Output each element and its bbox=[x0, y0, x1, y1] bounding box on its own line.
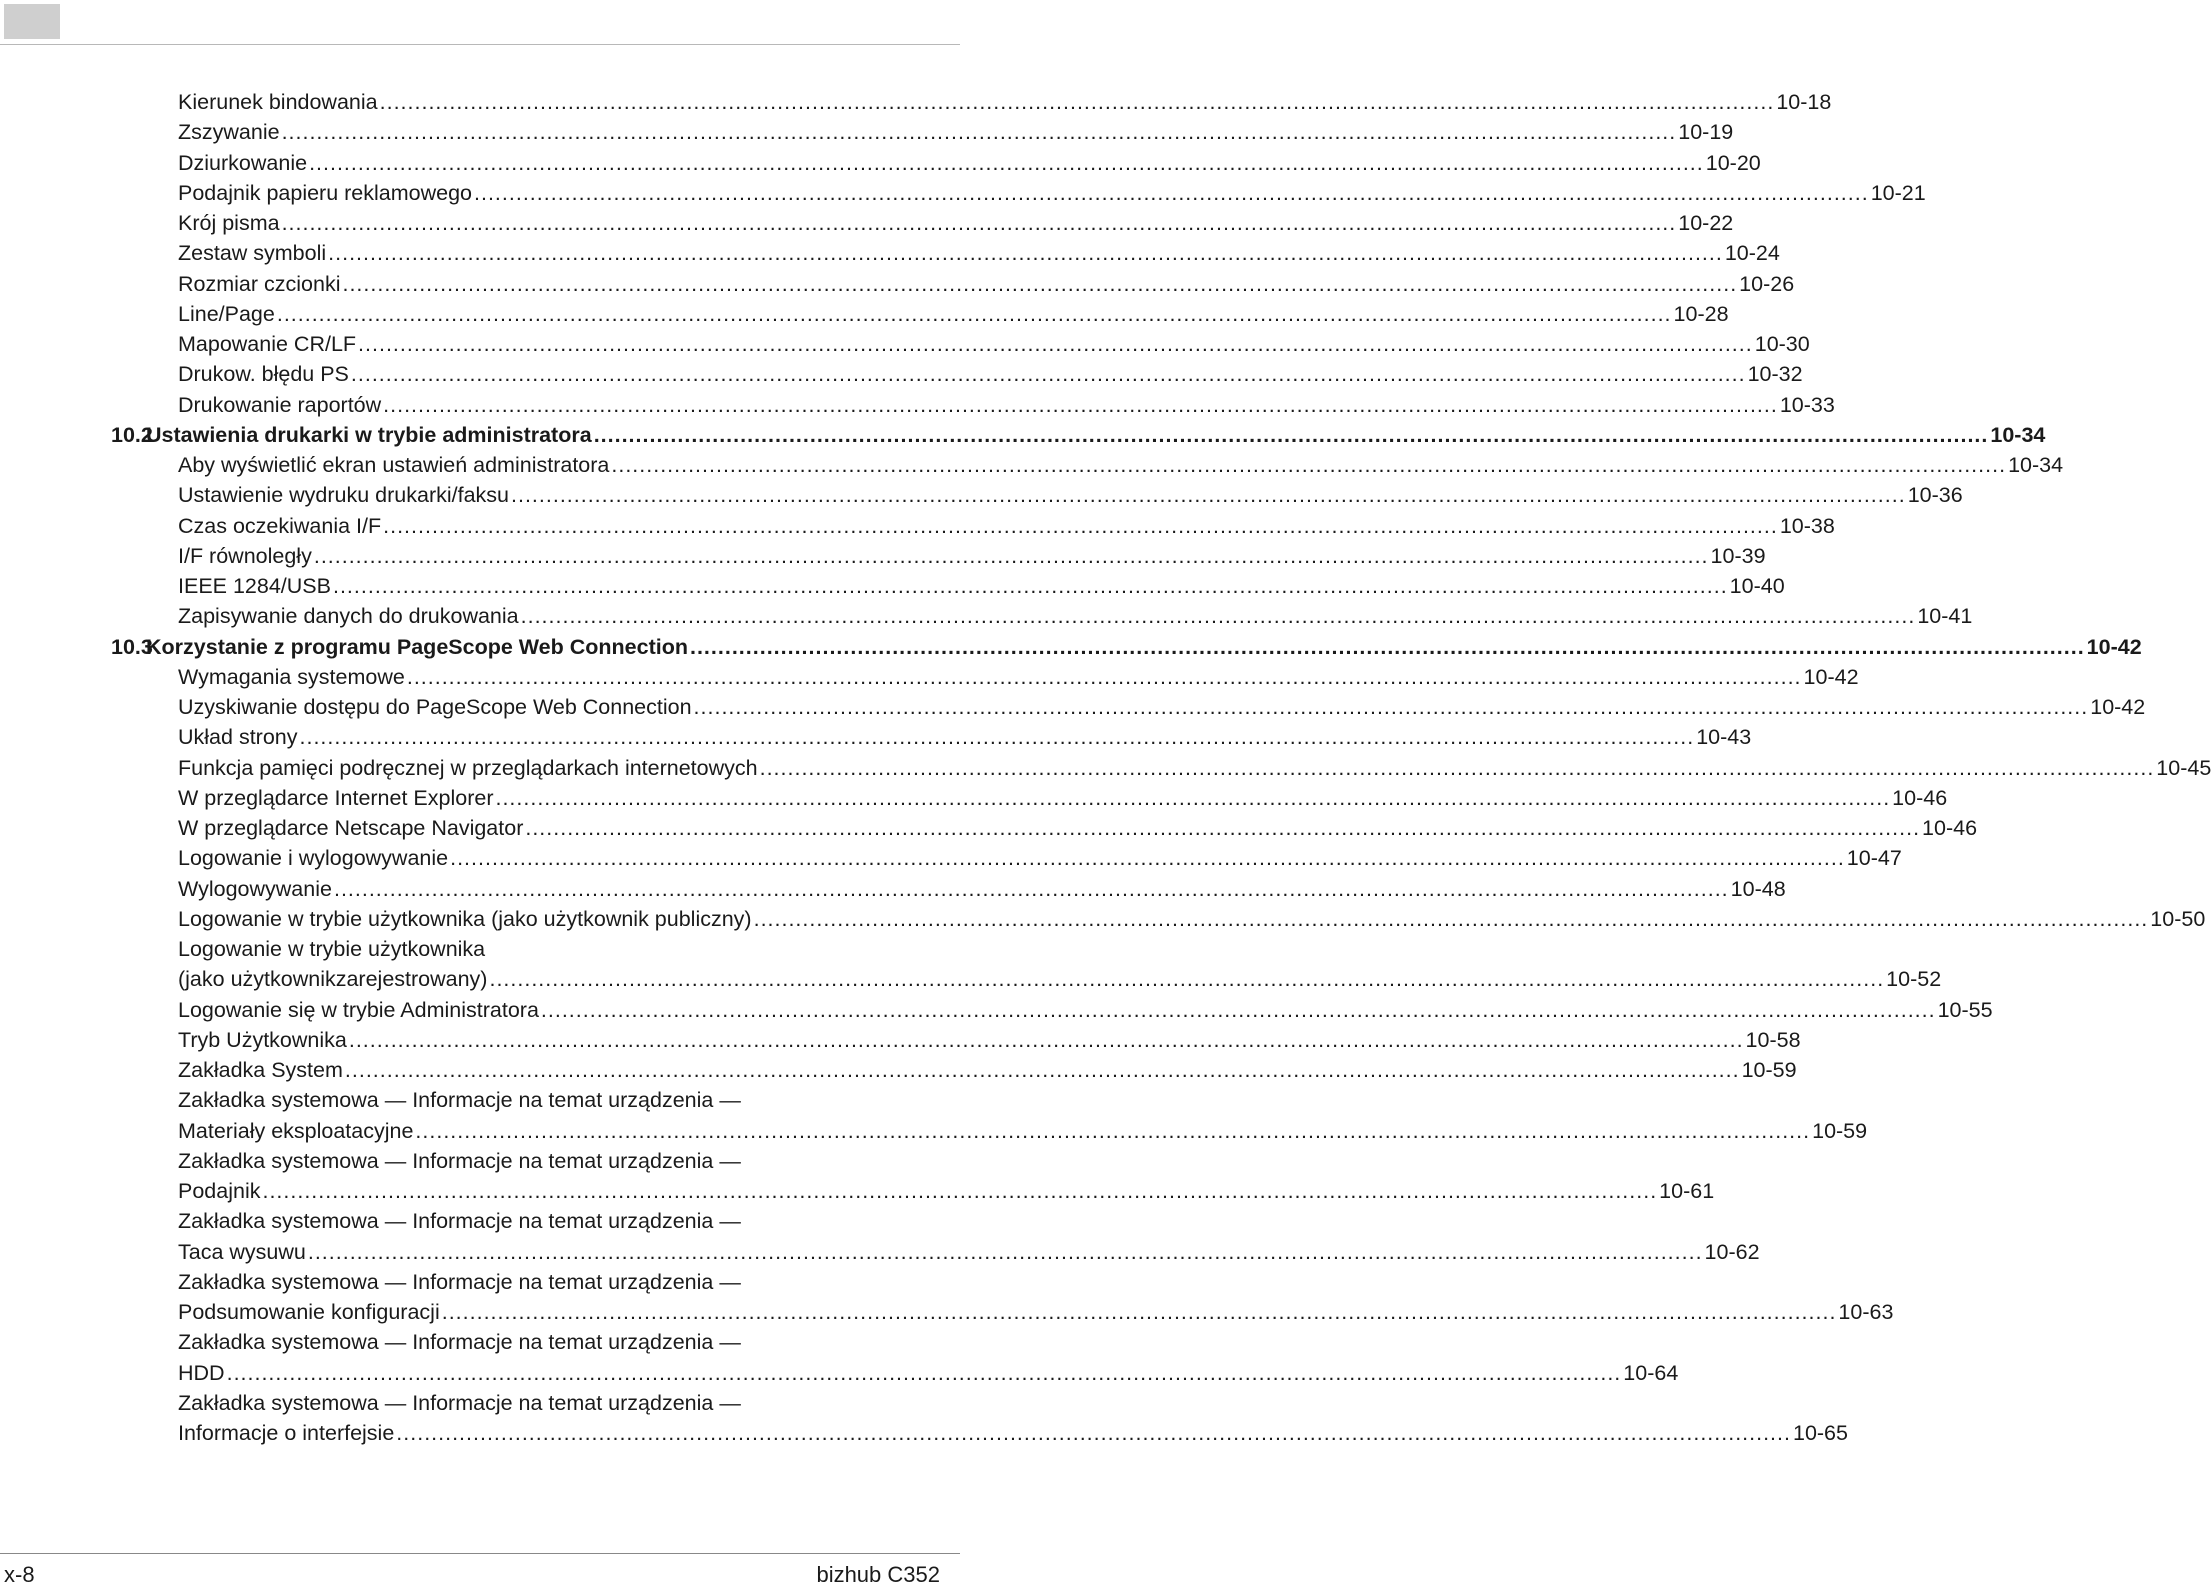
toc-entry-label: Zakładka systemowa — Informacje na temat urządzenia — bbox=[178, 1269, 741, 1294]
dot-leader: ........................................................................................................................................................................................................ bbox=[383, 392, 1778, 417]
dot-leader: ........................................................................................................................................................................................................ bbox=[593, 422, 1989, 447]
toc-page-number: 10-64 bbox=[1623, 1360, 1679, 1385]
toc-entry[interactable] bbox=[0, 87, 1832, 117]
product-name: bizhub C352 bbox=[816, 1562, 940, 1587]
dot-leader: ........................................................................................................................................................................................................ bbox=[611, 453, 2007, 477]
toc-page-number: 10-55 bbox=[1937, 997, 1993, 1022]
toc-entry[interactable] bbox=[0, 813, 1978, 843]
dot-leader: ........................................................................................................................................................................................................ bbox=[332, 574, 1728, 598]
toc-entry-label: Zakładka systemowa — Informacje na temat urządzenia — bbox=[178, 1088, 741, 1113]
dot-leader: ........................................................................................................................................................................................................ bbox=[383, 513, 1778, 538]
toc-entry[interactable] bbox=[0, 601, 1973, 631]
toc-entry-label: Podajnik papieru reklamowego bbox=[178, 180, 473, 205]
toc-page-number: 10-30 bbox=[1754, 332, 1810, 356]
toc-page-number: 10-41 bbox=[1917, 604, 1973, 629]
toc-entry[interactable] bbox=[0, 1358, 1679, 1388]
toc-entry-label: Podsumowanie konfiguracji bbox=[178, 1300, 440, 1324]
toc-entry[interactable] bbox=[0, 692, 2146, 722]
dot-leader: ........................................................................................................................................................................................................ bbox=[441, 1300, 1837, 1324]
toc-entry-label: IEEE 1284/USB bbox=[178, 574, 331, 598]
toc-page-number: 10-62 bbox=[1704, 1239, 1760, 1264]
toc-entry-label: Krój pisma bbox=[178, 211, 280, 235]
toc-page-number: 10-33 bbox=[1779, 392, 1835, 417]
dot-leader: ........................................................................................................................................................................................................ bbox=[406, 664, 1802, 689]
toc-entry-label: Zapisywanie danych do drukowania bbox=[178, 604, 519, 629]
dot-leader: ........................................................................................................................................................................................................ bbox=[540, 997, 1936, 1022]
toc-entry[interactable] bbox=[0, 874, 1786, 904]
toc-page-number: 10-59 bbox=[1741, 1058, 1797, 1082]
corner-tab-marker bbox=[4, 4, 60, 39]
toc-entry-label: Ustawienia drukarki w trybie administratora bbox=[146, 422, 592, 447]
toc-entry[interactable] bbox=[0, 1025, 1801, 1055]
toc-entry-label: Zestaw symboli bbox=[178, 241, 327, 266]
toc-entry-label: Drukow. błędu PS bbox=[178, 362, 349, 387]
toc-page-number: 10-28 bbox=[1673, 301, 1729, 326]
toc-entry[interactable] bbox=[0, 511, 1835, 541]
dot-leader: ........................................................................................................................................................................................................ bbox=[753, 906, 2149, 931]
toc-entry[interactable] bbox=[0, 541, 1766, 571]
toc-page-number: 10-50 bbox=[2150, 906, 2206, 931]
toc-page-number: 10-32 bbox=[1747, 362, 1803, 387]
toc-page-number: 10-20 bbox=[1705, 150, 1761, 175]
toc-entry-label: Zakładka systemowa — Informacje na temat urządzenia — bbox=[178, 1330, 741, 1355]
toc-entry-label: Taca wysuwu bbox=[178, 1239, 306, 1264]
toc-entry-label: Logowanie się w trybie Administratora bbox=[178, 997, 539, 1022]
toc-entry[interactable] bbox=[0, 480, 1963, 510]
toc-entry-label: I/F równoległy bbox=[178, 543, 312, 568]
toc-entry[interactable] bbox=[0, 662, 1859, 692]
toc-entry-label: Zakładka System bbox=[178, 1058, 343, 1082]
toc-page-number: 10-45 bbox=[2156, 755, 2211, 780]
toc-entry[interactable] bbox=[0, 1237, 1760, 1267]
dot-leader: ........................................................................................................................................................................................................ bbox=[313, 543, 1709, 568]
dot-leader: ........................................................................................................................................................................................................ bbox=[344, 1058, 1740, 1082]
toc-entry-label: Tryb Użytkownika bbox=[178, 1027, 347, 1052]
toc-entry[interactable] bbox=[0, 1176, 1715, 1206]
toc-entry[interactable] bbox=[0, 1146, 960, 1176]
toc-page-number: 10-19 bbox=[1678, 120, 1734, 145]
toc-page-number: 10-42 bbox=[2090, 695, 2146, 719]
toc-entry[interactable] bbox=[0, 1055, 1797, 1085]
dot-leader: ........................................................................................................................................................................................................ bbox=[759, 755, 2155, 780]
toc-entry[interactable] bbox=[0, 329, 1810, 359]
toc-entry-label: W przeglądarce Internet Explorer bbox=[178, 785, 494, 810]
toc-entry-label: Logowanie i wylogowywanie bbox=[178, 846, 449, 871]
toc-page-number: 10-24 bbox=[1724, 241, 1780, 266]
toc-entry[interactable] bbox=[0, 1116, 1868, 1146]
dot-leader: ........................................................................................................................................................................................................ bbox=[396, 1421, 1791, 1445]
toc-entry[interactable] bbox=[0, 1267, 960, 1297]
toc-entry-label: Zakładka systemowa — Informacje na temat urządzenia — bbox=[178, 1209, 741, 1234]
dot-leader: ........................................................................................................................................................................................................ bbox=[328, 241, 1723, 266]
toc-entry[interactable] bbox=[0, 753, 2211, 783]
dot-leader: ........................................................................................................................................................................................................ bbox=[276, 301, 1672, 326]
toc-entry[interactable] bbox=[0, 208, 1734, 238]
toc-entry-label: Informacje o interfejsie bbox=[178, 1421, 395, 1445]
section-number: 10.3 bbox=[111, 634, 153, 659]
toc-entry[interactable] bbox=[0, 1388, 960, 1418]
dot-leader: ........................................................................................................................................................................................................ bbox=[693, 695, 2089, 719]
toc-page-number: 10-46 bbox=[1892, 785, 1948, 810]
toc-page-number: 10-18 bbox=[1776, 90, 1832, 114]
dot-leader: ........................................................................................................................................................................................................ bbox=[307, 1239, 1703, 1264]
dot-leader: ........................................................................................................................................................................................................ bbox=[450, 846, 1845, 871]
dot-leader: ........................................................................................................................................................................................................ bbox=[489, 967, 1885, 992]
toc-page-number: 10-40 bbox=[1729, 574, 1785, 598]
toc-entry-label: Dziurkowanie bbox=[178, 150, 308, 175]
dot-leader: ........................................................................................................................................................................................................ bbox=[262, 1179, 1658, 1203]
dot-leader: ........................................................................................................................................................................................................ bbox=[474, 180, 1869, 205]
toc-entry-label: Zakładka systemowa — Informacje na temat urządzenia — bbox=[178, 1390, 741, 1415]
toc-entry-label: W przeglądarce Netscape Navigator bbox=[178, 816, 524, 840]
toc-entry-label: Ustawienie wydruku drukarki/faksu bbox=[178, 483, 509, 508]
toc-page-number: 10-48 bbox=[1730, 876, 1786, 901]
toc-page-number: 10-36 bbox=[1907, 483, 1963, 508]
toc-entry-label: Podajnik bbox=[178, 1179, 261, 1203]
dot-leader: ........................................................................................................................................................................................................ bbox=[379, 90, 1775, 114]
toc-entry-label: Wymagania systemowe bbox=[178, 664, 405, 689]
toc-entry[interactable] bbox=[0, 783, 1948, 813]
toc-entry-label: (jako użytkownikzarejestrowany) bbox=[178, 967, 488, 992]
toc-entry-label: Aby wyświetlić ekran ustawień administratora bbox=[178, 453, 610, 477]
toc-section-entry[interactable] bbox=[0, 420, 2046, 450]
toc-entry[interactable] bbox=[0, 964, 1942, 994]
toc-entry-label: Zakładka systemowa — Informacje na temat urządzenia — bbox=[178, 1148, 741, 1173]
toc-page-number: 10-52 bbox=[1886, 967, 1942, 992]
footer-rule bbox=[0, 1553, 960, 1554]
toc-page-number: 10-46 bbox=[1922, 816, 1978, 840]
toc-entry[interactable] bbox=[0, 450, 2064, 480]
toc-entry[interactable] bbox=[0, 299, 1729, 329]
toc-page-number: 10-63 bbox=[1838, 1300, 1894, 1324]
toc-entry[interactable] bbox=[0, 359, 1803, 389]
dot-leader: ........................................................................................................................................................................................................ bbox=[495, 785, 1891, 810]
toc-entry-label: HDD bbox=[178, 1360, 225, 1385]
dot-leader: ........................................................................................................................................................................................................ bbox=[281, 211, 1677, 235]
toc-entry[interactable] bbox=[0, 934, 960, 964]
toc-entry[interactable] bbox=[0, 1327, 960, 1357]
toc-entry[interactable] bbox=[0, 148, 1761, 178]
toc-entry-label: Uzyskiwanie dostępu do PageScope Web Connection bbox=[178, 695, 692, 719]
toc-page-number: 10-65 bbox=[1792, 1421, 1848, 1445]
toc-page-number: 10-59 bbox=[1812, 1118, 1868, 1143]
toc-page-number: 10-42 bbox=[1803, 664, 1859, 689]
toc-page-number: 10-34 bbox=[1990, 422, 2046, 447]
toc-entry-label: Układ strony bbox=[178, 725, 298, 750]
toc-entry-label: Rozmiar czcionki bbox=[178, 271, 341, 296]
toc-entry-label: Wylogowywanie bbox=[178, 876, 332, 901]
toc-entry-label: Logowanie w trybie użytkownika bbox=[178, 937, 486, 961]
toc-page-number: 10-38 bbox=[1779, 513, 1835, 538]
toc-entry[interactable] bbox=[0, 238, 1780, 268]
toc-entry[interactable] bbox=[0, 269, 1795, 299]
dot-leader: ........................................................................................................................................................................................................ bbox=[511, 483, 1906, 508]
toc-entry[interactable] bbox=[0, 1085, 960, 1115]
dot-leader: ........................................................................................................................................................................................................ bbox=[358, 332, 1753, 356]
toc-entry[interactable] bbox=[0, 571, 1785, 601]
toc-entry[interactable] bbox=[0, 1297, 1894, 1327]
toc-entry-label: Line/Page bbox=[178, 301, 275, 326]
dot-leader: ........................................................................................................................................................................................................ bbox=[281, 120, 1677, 145]
toc-entry-label: Korzystanie z programu PageScope Web Connection bbox=[146, 634, 688, 659]
toc-entry[interactable] bbox=[0, 390, 1835, 420]
dot-leader: ........................................................................................................................................................................................................ bbox=[309, 150, 1704, 175]
dot-leader: ........................................................................................................................................................................................................ bbox=[299, 725, 1695, 750]
toc-entry[interactable] bbox=[0, 995, 1993, 1025]
dot-leader: ........................................................................................................................................................................................................ bbox=[525, 816, 1921, 840]
dot-leader: ........................................................................................................................................................................................................ bbox=[350, 362, 1746, 387]
toc-entry-label: Zszywanie bbox=[178, 120, 280, 145]
toc-page-number: 10-43 bbox=[1696, 725, 1752, 750]
toc-entry[interactable] bbox=[0, 1418, 1848, 1448]
toc-entry-label: Mapowanie CR/LF bbox=[178, 332, 357, 356]
dot-leader: ........................................................................................................................................................................................................ bbox=[348, 1027, 1744, 1052]
toc-entry[interactable] bbox=[0, 1206, 960, 1236]
toc-section-entry[interactable] bbox=[0, 632, 2142, 662]
toc-page-number: 10-47 bbox=[1846, 846, 1902, 871]
toc-page-number: 10-61 bbox=[1659, 1179, 1715, 1203]
toc-entry[interactable] bbox=[0, 904, 2206, 934]
dot-leader: ........................................................................................................................................................................................................ bbox=[689, 634, 2085, 659]
dot-leader: ........................................................................................................................................................................................................ bbox=[415, 1118, 1811, 1143]
page-number: x-8 bbox=[4, 1562, 35, 1587]
page-header-rule bbox=[0, 0, 960, 45]
toc-page-number: 10-26 bbox=[1739, 271, 1795, 296]
toc-page-number: 10-34 bbox=[2008, 453, 2064, 477]
toc-entry[interactable] bbox=[0, 843, 1902, 873]
toc-page-number: 10-22 bbox=[1678, 211, 1734, 235]
toc-entry[interactable] bbox=[0, 722, 1752, 752]
dot-leader: ........................................................................................................................................................................................................ bbox=[226, 1360, 1622, 1385]
toc-entry[interactable] bbox=[0, 117, 1734, 147]
toc-entry-label: Logowanie w trybie użytkownika (jako użytkownik publiczny) bbox=[178, 906, 752, 931]
toc-entry-label: Kierunek bindowania bbox=[178, 90, 378, 114]
toc-entry[interactable] bbox=[0, 178, 1926, 208]
section-number: 10.2 bbox=[111, 422, 153, 447]
toc-page-number: 10-58 bbox=[1745, 1027, 1801, 1052]
toc-entry-label: Funkcja pamięci podręcznej w przeglądarkach internetowych bbox=[178, 755, 758, 780]
toc-entry-label: Drukowanie raportów bbox=[178, 392, 382, 417]
dot-leader: ........................................................................................................................................................................................................ bbox=[333, 876, 1729, 901]
toc-page-number: 10-39 bbox=[1710, 543, 1766, 568]
toc-entry-label: Czas oczekiwania I/F bbox=[178, 513, 382, 538]
toc-page-number: 10-21 bbox=[1870, 180, 1926, 205]
dot-leader: ........................................................................................................................................................................................................ bbox=[342, 271, 1738, 296]
toc-page-number: 10-42 bbox=[2086, 634, 2142, 659]
toc-entry-label: Materiały eksploatacyjne bbox=[178, 1118, 414, 1143]
dot-leader: ........................................................................................................................................................................................................ bbox=[520, 604, 1916, 629]
